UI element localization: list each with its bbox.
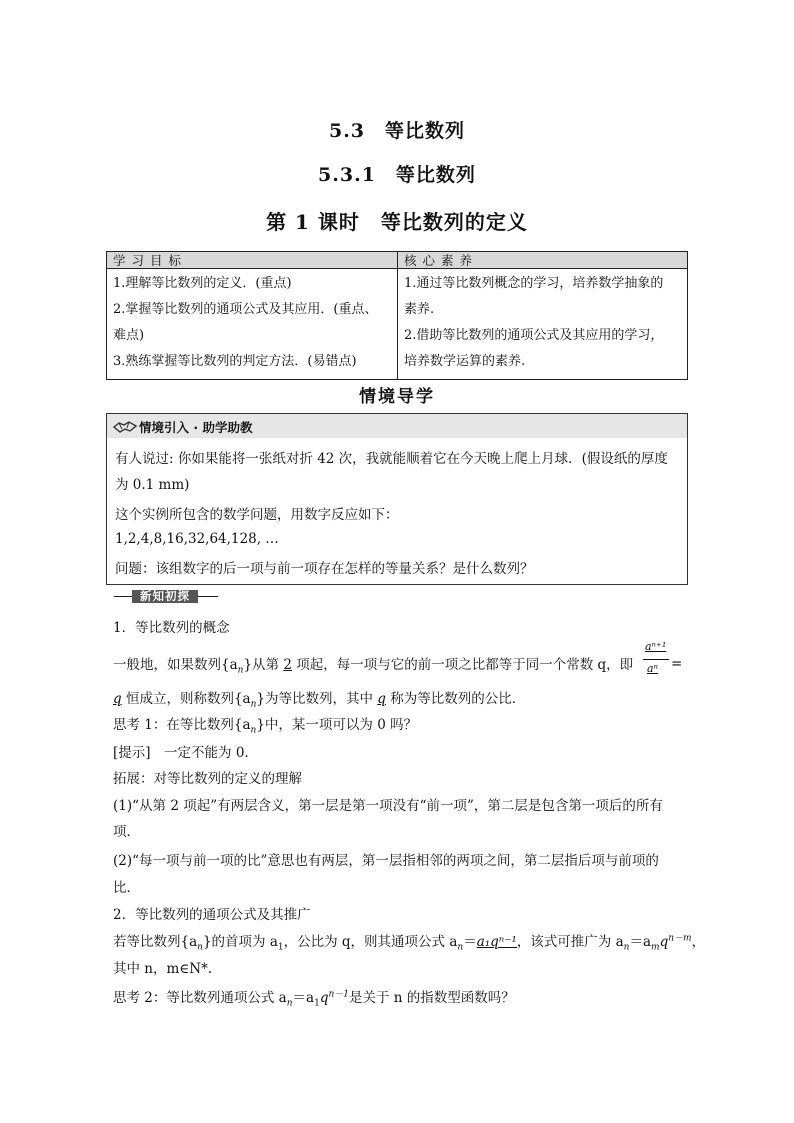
blank-answer: 2 xyxy=(283,657,292,673)
extension-line: (2)“每一项与前一项的比”意思也有两层，第一层指相邻的两项之间，第二层指后项与前项的 xyxy=(113,853,659,869)
formula-heading: 2．等比数列的通项公式及其推广 xyxy=(113,907,311,923)
learning-goals-table xyxy=(106,251,688,380)
equals-sign: = xyxy=(671,656,683,672)
situation-heading: 情境导学 xyxy=(359,387,435,407)
extension-line: (1)“从第 2 项起”有两层含义，第一层是第一项没有“前一项”，第二层是包含第一项后的所有 xyxy=(113,798,663,814)
subsection-title: 5.3.1 等比数列 xyxy=(318,164,476,186)
new-knowledge-tag xyxy=(114,590,218,604)
think-1: 思考 1：在等比数列$\{a_n\}$中，某一项可以为 0 吗？ xyxy=(113,717,418,736)
literacy-line: 素养. xyxy=(404,302,435,317)
question-line: 问题：该组数字的后一项与前一项存在怎样的等量关系？是什么数列？ xyxy=(115,561,534,577)
definition-line-1: 一般地，如果数列$\{a_n\}$从第 2 项起，每一项与它的前一项之比都等于同一个常数 q，即 xyxy=(113,657,634,676)
literacy-line: 培养数学运算的素养. xyxy=(404,354,526,369)
situation-line: 为 0.1 mm) xyxy=(115,477,190,493)
lesson-title: 第 1 课时 等比数列的定义 xyxy=(266,210,528,234)
literacy-line: 1.通过等比数列概念的学习，培养数学抽象的 xyxy=(404,276,664,291)
handshake-icon xyxy=(113,418,137,434)
situation-band-label: 情境引入 · 助学助教 xyxy=(139,420,253,435)
situation-line: 这个实例所包含的数学问题，用数字反应如下： xyxy=(115,507,399,523)
section-title: 5.3 等比数列 xyxy=(328,120,466,142)
goal-line: 难点) xyxy=(113,328,145,343)
blank-answer: q xyxy=(113,691,122,707)
ratio-fraction: $\frac{\text{aⁿ⁺¹}}{\text{aⁿ}}$ xyxy=(643,640,671,680)
formula-line-1: 若等比数列$\{a_n\}$的首项为 $a_1$，公比为 q，则其通项公式 $a_n=a_1q^{n-1}$，该式可推广为 $a_n=a_mq^{n-m}$， xyxy=(113,933,706,953)
goals-header-right: 核心素养 xyxy=(398,252,687,269)
situation-band xyxy=(107,414,687,438)
extension-line: 项． xyxy=(113,824,140,840)
think-2: 思考 2：等比数列通项公式 $a_n=a_1q^{n-1}$是关于 n 的指数型函数吗？ xyxy=(113,989,515,1009)
literacy-line: 2.借助等比数列的通项公式及其应用的学习， xyxy=(404,328,664,343)
blank-answer: q xyxy=(377,691,386,707)
goal-line: 2.掌握等比数列的通项公式及其应用．(重点、 xyxy=(113,302,378,317)
goals-header-left: 学习目标 xyxy=(107,252,398,269)
goal-line: 3.熟练掌握等比数列的判定方法．(易错点) xyxy=(113,354,357,369)
definition-line-2: q 恒成立，则称数列$\{a_n\}$为等比数列，其中 q 称为等比数列的公比． xyxy=(113,691,526,710)
goal-line: 1.理解等比数列的定义．(重点) xyxy=(113,276,292,291)
sequence-line: 1,2,4,8,16,32,64,128, … xyxy=(115,531,279,547)
extension-heading: 拓展：对等比数列的定义的理解 xyxy=(113,771,302,787)
blank-answer: a₁qⁿ⁻¹ xyxy=(476,934,517,950)
situation-line: 有人说过: 你如果能将一张纸对折 42 次，我就能顺着它在今天晚上爬上月球．(假设纸的厚度 xyxy=(115,451,668,467)
goals-right-column xyxy=(398,269,687,379)
hint-1: [提示] 一定不能为 0. xyxy=(113,745,249,761)
situation-box xyxy=(106,413,688,585)
concept-heading: 1．等比数列的概念 xyxy=(113,620,230,636)
tag-label: 新知初探 xyxy=(132,590,198,603)
extension-line: 比． xyxy=(113,880,140,896)
goals-left-column xyxy=(107,269,398,379)
formula-line-2: 其中 n，m∈N*. xyxy=(113,961,213,977)
